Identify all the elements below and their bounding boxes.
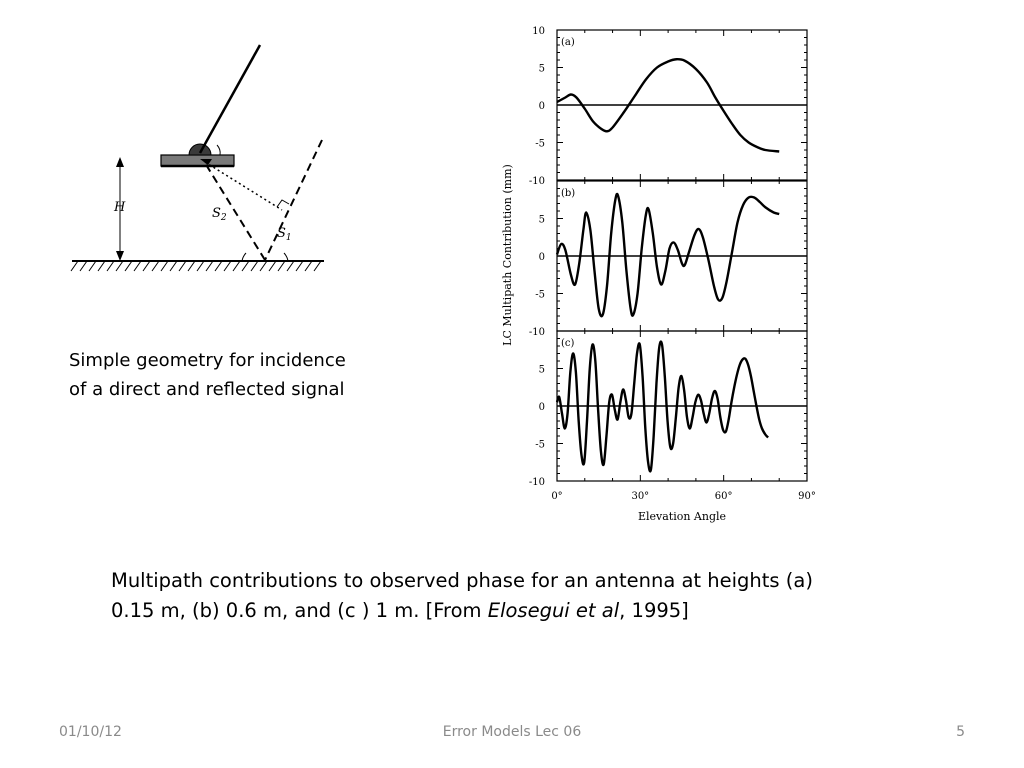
angle-arc-left bbox=[242, 253, 246, 261]
multipath-chart bbox=[495, 18, 835, 538]
footer-title: Error Models Lec 06 bbox=[442, 724, 582, 740]
x-tick-label: 90° bbox=[798, 491, 816, 502]
ground-hatch bbox=[296, 261, 303, 271]
reflected-path-label: S bbox=[212, 206, 221, 221]
chart-panel-b bbox=[529, 181, 807, 338]
y-axis-label: LC Multipath Contribution (mm) bbox=[501, 164, 514, 346]
angle-arc-antenna bbox=[217, 145, 220, 155]
x-tick-label: 60° bbox=[714, 491, 733, 502]
x-axis-label: Elevation Angle bbox=[637, 510, 727, 523]
y-tick-label: 5 bbox=[538, 63, 545, 75]
ground-hatch bbox=[98, 261, 105, 271]
ground-hatch bbox=[125, 261, 132, 271]
ground-hatch bbox=[152, 261, 159, 271]
footer-date: 01/10/12 bbox=[59, 724, 122, 740]
y-tick-label: -10 bbox=[528, 477, 545, 488]
direct-signal-ray bbox=[200, 45, 260, 153]
panel-label: (c) bbox=[561, 338, 575, 349]
ground-hatch bbox=[224, 261, 231, 271]
ground-hatch bbox=[143, 261, 150, 271]
reflected-incoming-ray bbox=[265, 140, 322, 260]
path-difference-segment bbox=[205, 162, 282, 210]
panel-label: (a) bbox=[561, 37, 575, 48]
figure-caption bbox=[111, 566, 911, 626]
ground-hatch bbox=[71, 261, 78, 271]
geometry-diagram bbox=[60, 35, 350, 275]
ground-hatch bbox=[116, 261, 123, 271]
caption-suffix: , 1995] bbox=[619, 599, 689, 622]
caption-prefix: 0.15 m, (b) 0.6 m, and (c ) 1 m. [From bbox=[111, 599, 488, 622]
ground-hatch bbox=[242, 261, 249, 271]
footer-page-number: 5 bbox=[956, 724, 965, 740]
chart-panel-a bbox=[529, 26, 807, 187]
y-tick-label: 0 bbox=[538, 101, 545, 112]
ground-hatch bbox=[269, 261, 276, 271]
x-tick-label: 0° bbox=[551, 491, 563, 502]
reflected-path-subscript: 2 bbox=[220, 213, 227, 223]
ground-hatch bbox=[260, 261, 267, 271]
y-tick-label: -5 bbox=[535, 289, 545, 301]
y-tick-label: 5 bbox=[538, 364, 545, 376]
ground-hatch bbox=[305, 261, 312, 271]
ground-hatch bbox=[89, 261, 96, 271]
right-angle-marker bbox=[277, 200, 289, 207]
geometry-caption bbox=[69, 346, 369, 404]
direct-path-subscript: 1 bbox=[285, 233, 292, 243]
geometry-caption-line-2: of a direct and reflected signal bbox=[69, 379, 345, 400]
svg-text:S1 bbox=[277, 226, 292, 243]
y-tick-label: 0 bbox=[538, 402, 545, 413]
geometry-caption-line-1: Simple geometry for incidence bbox=[69, 350, 346, 371]
panel-label: (b) bbox=[561, 188, 576, 199]
y-tick-label: 5 bbox=[538, 214, 545, 226]
ground-hatch bbox=[170, 261, 177, 271]
series-line bbox=[557, 194, 779, 316]
chart-panel-c bbox=[529, 331, 816, 502]
caption-author: Elosegui et al bbox=[487, 599, 620, 622]
figure-caption-line-2 bbox=[111, 596, 911, 626]
ground-hatch bbox=[179, 261, 186, 271]
direct-path-label: S bbox=[277, 226, 286, 241]
ground-hatch bbox=[134, 261, 141, 271]
height-label: H bbox=[114, 200, 126, 215]
ground-hatch bbox=[278, 261, 285, 271]
ground-hatch bbox=[251, 261, 258, 271]
y-tick-label: 10 bbox=[532, 26, 545, 37]
ground-hatch bbox=[233, 261, 240, 271]
ground-hatch bbox=[197, 261, 204, 271]
x-tick-label: 30° bbox=[631, 491, 650, 502]
ground-hatch bbox=[287, 261, 294, 271]
ground-hatch bbox=[107, 261, 114, 271]
ground-surface bbox=[71, 261, 324, 271]
ground-hatch bbox=[314, 261, 321, 271]
ground-hatch bbox=[161, 261, 168, 271]
antenna-mount bbox=[161, 144, 234, 166]
ground-hatch bbox=[80, 261, 87, 271]
y-tick-label: -5 bbox=[535, 439, 545, 451]
y-tick-label: -5 bbox=[535, 138, 545, 150]
y-tick-label: -10 bbox=[528, 176, 545, 187]
ground-hatch bbox=[206, 261, 213, 271]
ground-hatch bbox=[215, 261, 222, 271]
y-tick-label: 0 bbox=[538, 252, 545, 263]
angle-arc-right bbox=[284, 253, 288, 261]
figure-caption-line-1: Multipath contributions to observed phase for an antenna at heights (a) bbox=[111, 569, 813, 592]
ground-hatch bbox=[188, 261, 195, 271]
y-tick-label: -10 bbox=[528, 327, 545, 338]
svg-text:S2 bbox=[212, 206, 227, 223]
